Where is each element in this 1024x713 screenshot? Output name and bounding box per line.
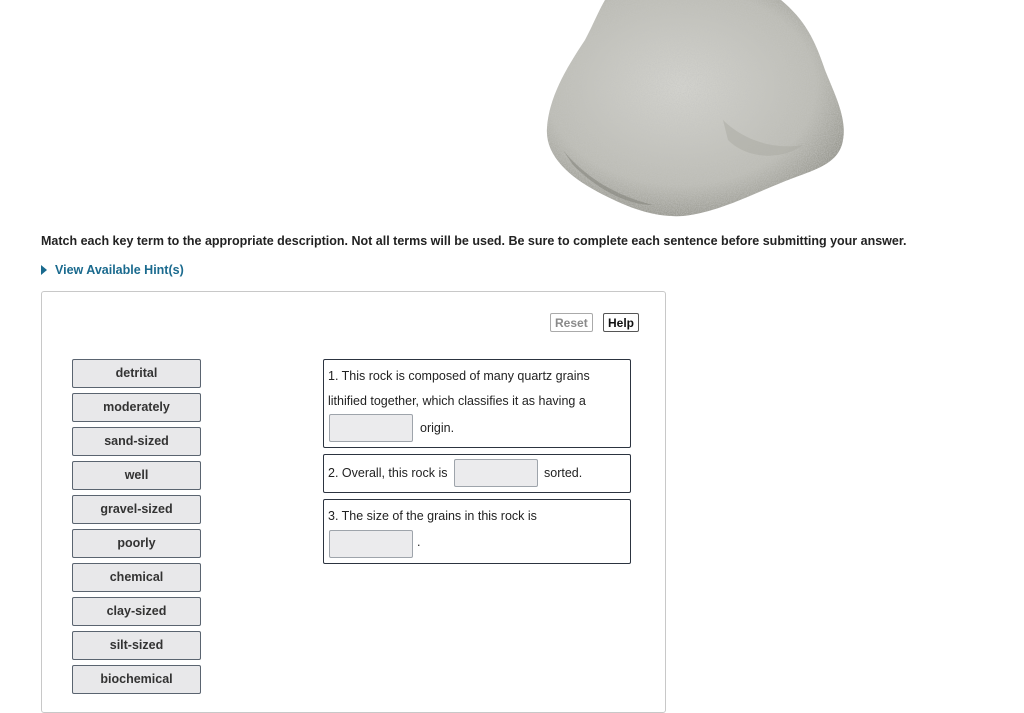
help-button[interactable]: Help — [603, 313, 639, 332]
term-moderately[interactable]: moderately — [72, 393, 201, 422]
term-detrital[interactable]: detrital — [72, 359, 201, 388]
answer-drop-zone-1[interactable] — [329, 414, 413, 442]
term-sand-sized[interactable]: sand-sized — [72, 427, 201, 456]
answer-drop-zone-3[interactable] — [329, 530, 413, 558]
term-well[interactable]: well — [72, 461, 201, 490]
question-3-text: 3. The size of the grains in this rock is — [328, 509, 537, 523]
term-gravel-sized[interactable]: gravel-sized — [72, 495, 201, 524]
caret-right-icon — [41, 265, 47, 275]
question-1-suffix: origin. — [420, 421, 455, 435]
answer-drop-zone-2[interactable] — [454, 459, 538, 487]
term-silt-sized[interactable]: silt-sized — [72, 631, 201, 660]
question-1-line-1: 1. This rock is composed of many quartz grains — [328, 369, 590, 383]
reset-button[interactable]: Reset — [550, 313, 593, 332]
question-2-suffix: sorted. — [544, 466, 583, 480]
question-1-line-2: lithified together, which classifies it as having a — [328, 394, 586, 408]
question-2-box — [323, 454, 631, 493]
instructions-text: Match each key term to the appropriate description. Not all terms will be used. Be sure to complete each sentence before submitting your answer. — [41, 234, 907, 248]
term-poorly[interactable]: poorly — [72, 529, 201, 558]
question-2-prefix: 2. Overall, this rock is — [328, 466, 448, 480]
matching-panel — [41, 291, 666, 713]
term-chemical[interactable]: chemical — [72, 563, 201, 592]
view-hints-link[interactable] — [41, 263, 184, 277]
question-3-suffix: . — [417, 535, 421, 549]
view-hints-label: View Available Hint(s) — [55, 263, 184, 277]
question-3-box — [323, 499, 631, 564]
term-clay-sized[interactable]: clay-sized — [72, 597, 201, 626]
rock-sample-image — [543, 0, 848, 218]
term-biochemical[interactable]: biochemical — [72, 665, 201, 694]
question-1-box — [323, 359, 631, 448]
